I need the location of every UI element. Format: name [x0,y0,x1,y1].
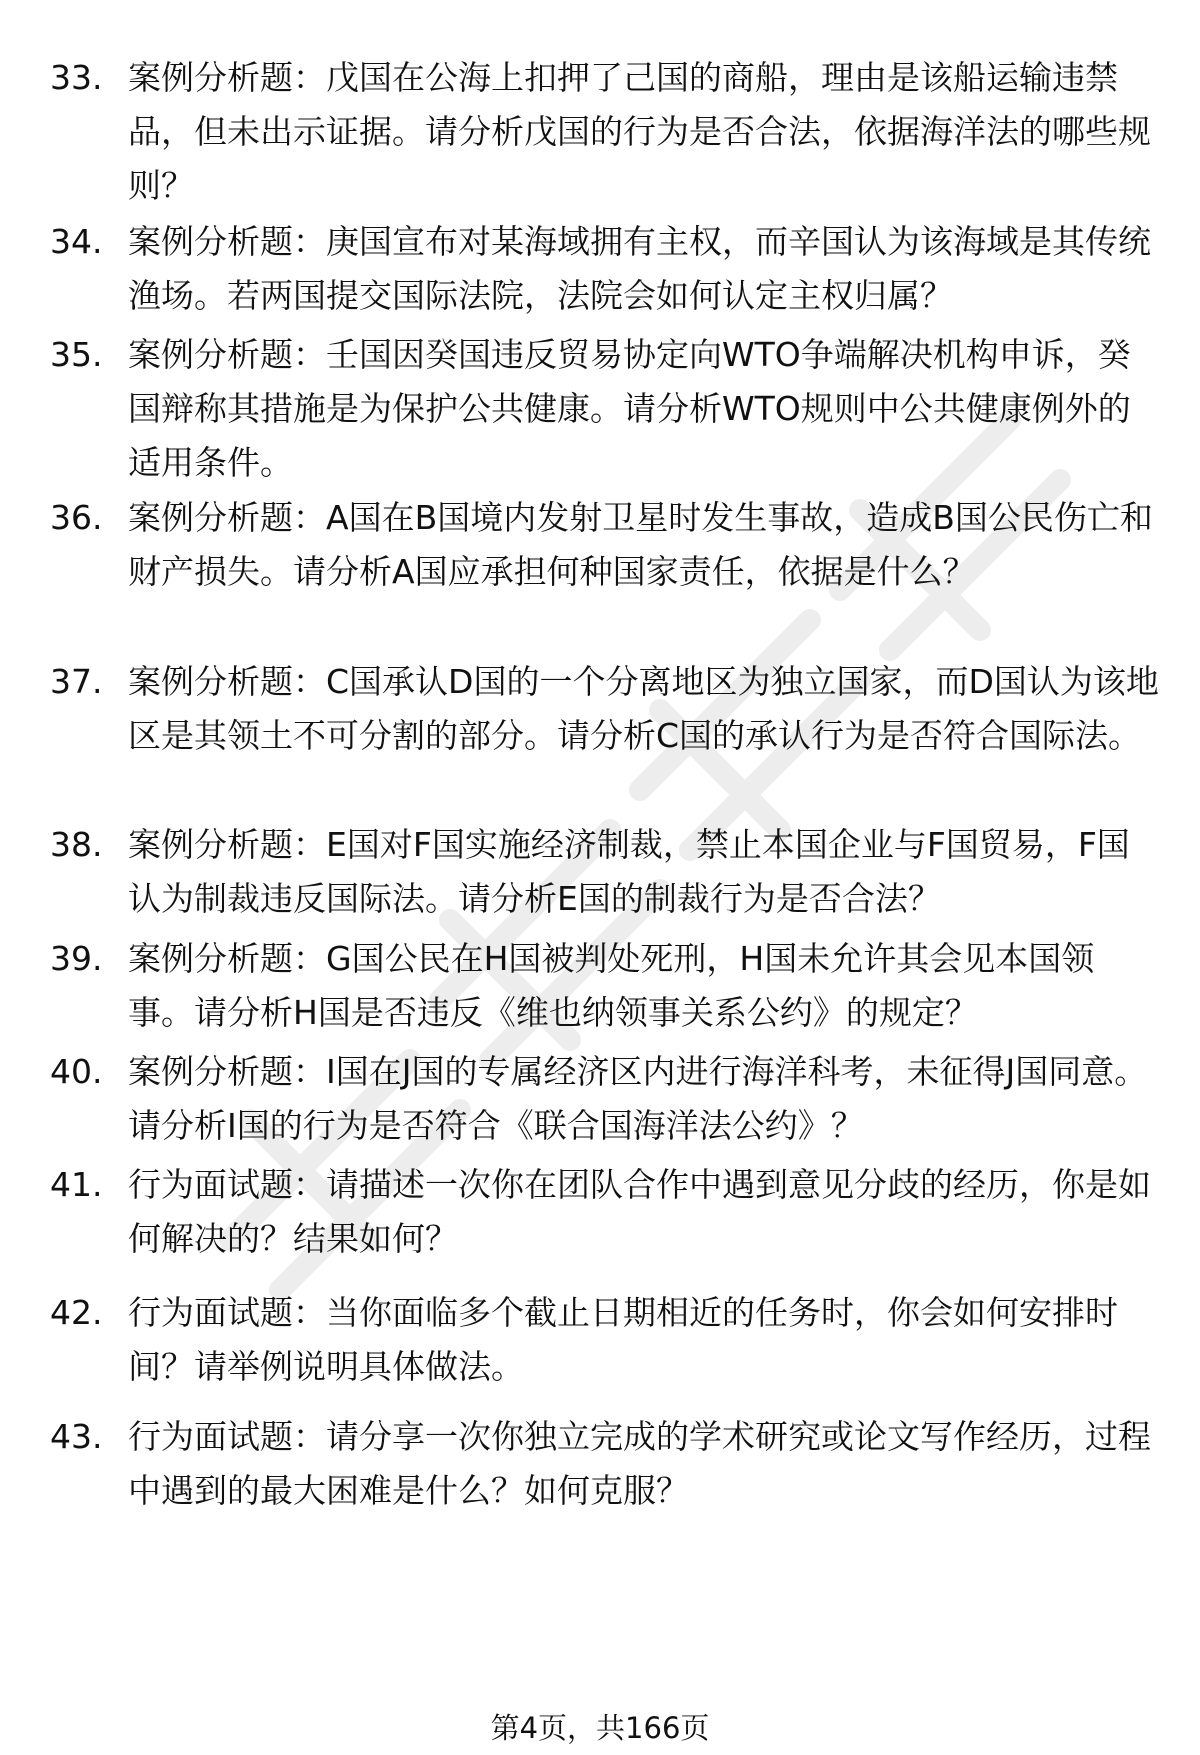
question-number: 34. [50,222,103,261]
question-text: 案例分析题：壬国因癸国违反贸易协定向WTO争端解决机构申诉，癸国辩称其措施是为保护公共健康。请分析WTO规则中公共健康例外的适用条件。 [128,335,1131,482]
question-number: 38. [50,825,103,864]
question-number: 40. [50,1052,103,1091]
question-number: 42. [50,1293,103,1332]
question-text: 案例分析题：G国公民在H国被判处死刑，H国未允许其会见本国领事。请分析H国是否违反《维也纳领事关系公约》的规定？ [128,939,1095,1032]
question-number: 41. [50,1165,103,1204]
question-text: 案例分析题：A国在B国境内发射卫星时发生事故，造成B国公民伤亡和财产损失。请分析A国应承担何种国家责任，依据是什么？ [128,498,1153,591]
question-text: 案例分析题：C国承认D国的一个分离地区为独立国家，而D国认为该地区是其领土不可分割的部分。请分析C国的承认行为是否符合国际法。 [128,662,1159,755]
question-number: 39. [50,939,103,978]
question-number: 35. [50,335,103,374]
question-text: 案例分析题：I国在J国的专属经济区内进行海洋科考，未征得J国同意。请分析I国的行为是否符合《联合国海洋法公约》？ [128,1052,1148,1145]
question-text: 案例分析题：戊国在公海上扣押了己国的商船，理由是该船运输违禁品，但未出示证据。请分析戊国的行为是否合法，依据海洋法的哪些规则？ [128,58,1151,205]
question-number: 33. [50,58,103,97]
page-footer [0,1708,1200,1748]
question-text: 案例分析题：E国对F国实施经济制裁，禁止本国企业与F国贸易，F国认为制裁违反国际法。请分析E国的制裁行为是否合法？ [128,825,1130,918]
question-number: 36. [50,498,103,537]
page-number-label: 第4页，共166页 [490,1711,710,1745]
question-number: 37. [50,662,103,701]
question-text: 案例分析题：庚国宣布对某海域拥有主权，而辛国认为该海域是其传统渔场。若两国提交国际法院，法院会如何认定主权归属？ [128,222,1151,315]
question-text: 行为面试题：当你面临多个截止日期相近的任务时，你会如何安排时间？请举例说明具体做法。 [128,1293,1118,1386]
question-number: 43. [50,1417,103,1456]
question-text: 行为面试题：请分享一次你独立完成的学术研究或论文写作经历，过程中遇到的最大困难是什么？如何克服？ [128,1417,1151,1510]
question-text: 行为面试题：请描述一次你在团队合作中遇到意见分歧的经历，你是如何解决的？结果如何？ [128,1165,1151,1258]
